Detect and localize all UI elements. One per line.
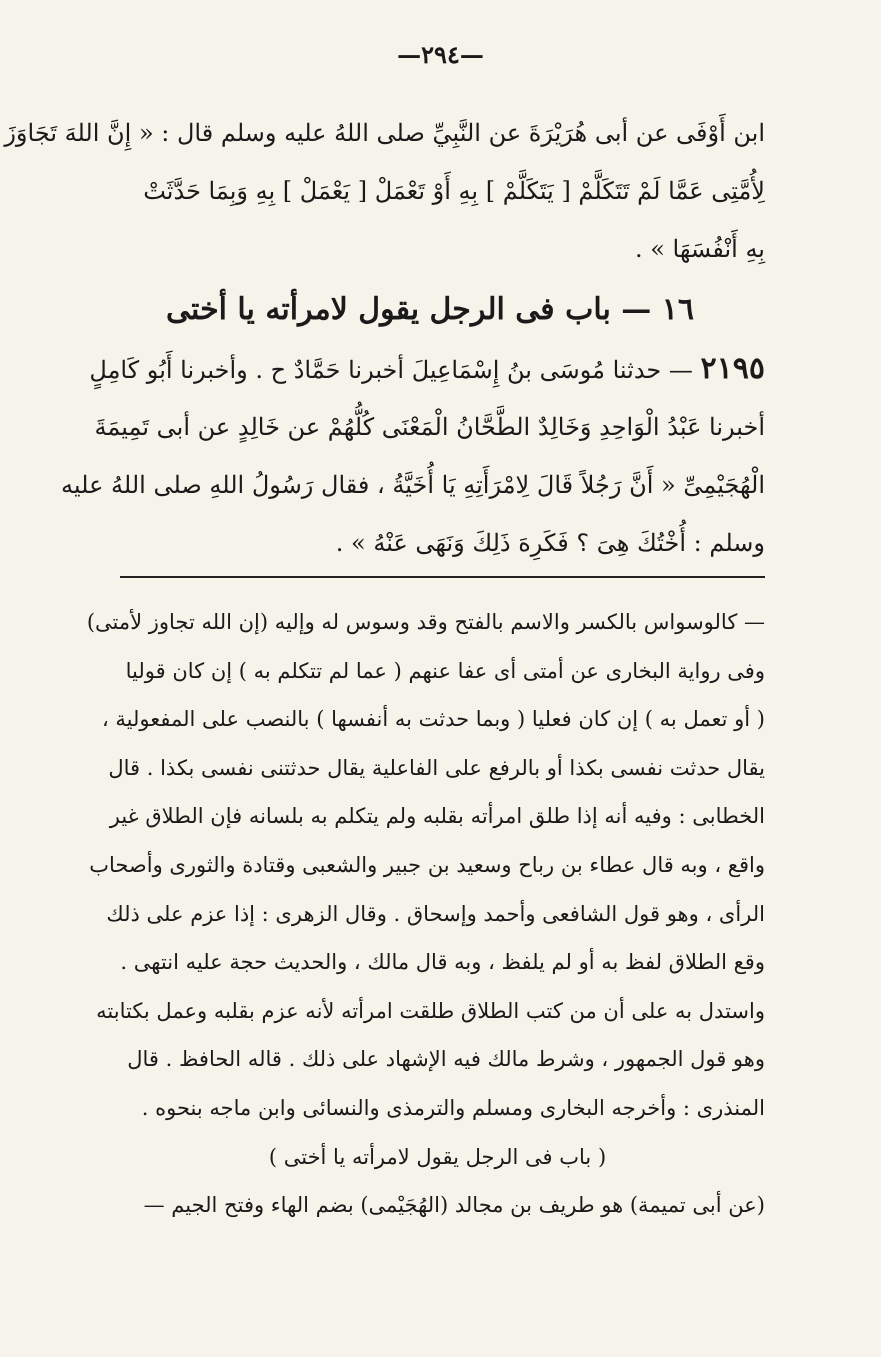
note-line: وفى رواية البخارى عن أمتى أى عفا عنهم ( عما لم تتكلم به ) إن كان قوليا: [125, 658, 765, 683]
note-line: الخطابى : وفيه أنه إذا طلق امرأته بقلبه ولم يتكلم به بلسانه فإن الطلاق غير: [109, 804, 765, 829]
hadith-line: بِهِ أَنْفُسَهَا » .: [634, 235, 765, 263]
hadith-line: [89, 340, 765, 398]
footnotes: [86, 598, 765, 1230]
hadith-line: الْهُجَيْمِىِّ « أَنَّ رَجُلاً قَالَ لِامْرَأَتِهِ يَا أُخَيَّةُ ، فقال رَسُولُ اللهِ صلى اللهُ عليه: [61, 471, 765, 499]
note-line: وهو قول الجمهور ، وشرط مالك فيه الإشهاد على ذلك . قاله الحافظ . قال: [127, 1047, 765, 1072]
hadith-number: ٢١٩٥: [700, 351, 765, 386]
page-number: —٢٩٤—: [397, 40, 484, 69]
note-line: وقع الطلاق لفظ به أو لم يلفظ ، وبه قال مالك ، والحديث حجة عليه انتهى .: [120, 950, 765, 975]
note-line: المنذرى : وأخرجه البخارى ومسلم والترمذى والنسائى وابن ماجه بنحوه .: [141, 1095, 765, 1120]
note-line: يقال حدثت نفسى بكذا أو بالرفع على الفاعلية يقال حدثتنى نفسى بكذا . قال: [108, 755, 765, 780]
hadith-line: أخبرنا عَبْدُ الْوَاحِدِ وَخَالِدٌ الطَّحَّانُ الْمَعْنَى كُلُّهُمْ عن خَالِدٍ عن أبى تَمِيمَةَ: [94, 413, 765, 441]
hadith-line: لِأُمَّتِى عَمَّا لَمْ تَتَكَلَّمْ [ يَتَكَلَّمْ ] بِهِ أَوْ تَعْمَلْ [ يَعْمَلْ ] بِهِ وَبِمَا حَدَّثَتْ: [143, 177, 765, 205]
note-line: ( أو تعمل به ) إن كان فعليا ( وبما حدثت به أنفسها ) بالنصب على المفعولية ،: [101, 707, 765, 732]
note-line: واقع ، وبه قال عطاء بن رباح وسعيد بن جبير والشعبى وقتادة والثورى وأصحاب: [89, 852, 765, 877]
hadith-line: وسلم : أُخْتُكَ هِىَ ؟ فَكَرِهَ ذَلِكَ وَنَهَى عَنْهُ » .: [335, 529, 765, 557]
hadith-text: — حدثنا مُوسَى بنُ إِسْمَاعِيلَ أخبرنا حَمَّادٌ ح . وأخبرنا أَبُو كَامِلٍ: [89, 356, 693, 384]
note-subheading: ( باب فى الرجل يقول لامرأته يا أختى ): [268, 1144, 607, 1169]
hadith-line: ابن أَوْفَى عن أبى هُرَيْرَةَ عن النَّبِيِّ صلى اللهُ عليه وسلم قال : « إِنَّ اللهَ تَجَاوَزَ: [4, 119, 765, 147]
note-line: الرأى ، وهو قول الشافعى وأحمد وإسحاق . وقال الزهرى : إذا عزم على ذلك: [106, 901, 765, 926]
hadith-continuation: [4, 104, 765, 278]
footnote-divider: [120, 576, 765, 578]
hadith-block: [61, 340, 765, 572]
note-line: واستدل به على أن من كتب الطلاق طلقت امرأته لأنه عزم بقلبه وعمل بكتابته: [96, 998, 765, 1023]
chapter-heading: ١٦ — باب فى الرجل يقول لامرأته يا أختى: [166, 292, 694, 327]
note-line: (عن أبى تميمة) هو طريف بن مجالد (الهُجَيْمى) بضم الهاء وفتح الجيم —: [143, 1193, 765, 1218]
note-line: — كالوسواس بالكسر والاسم بالفتح وقد وسوس له وإليه (إن الله تجاوز لأمتى): [86, 610, 765, 634]
